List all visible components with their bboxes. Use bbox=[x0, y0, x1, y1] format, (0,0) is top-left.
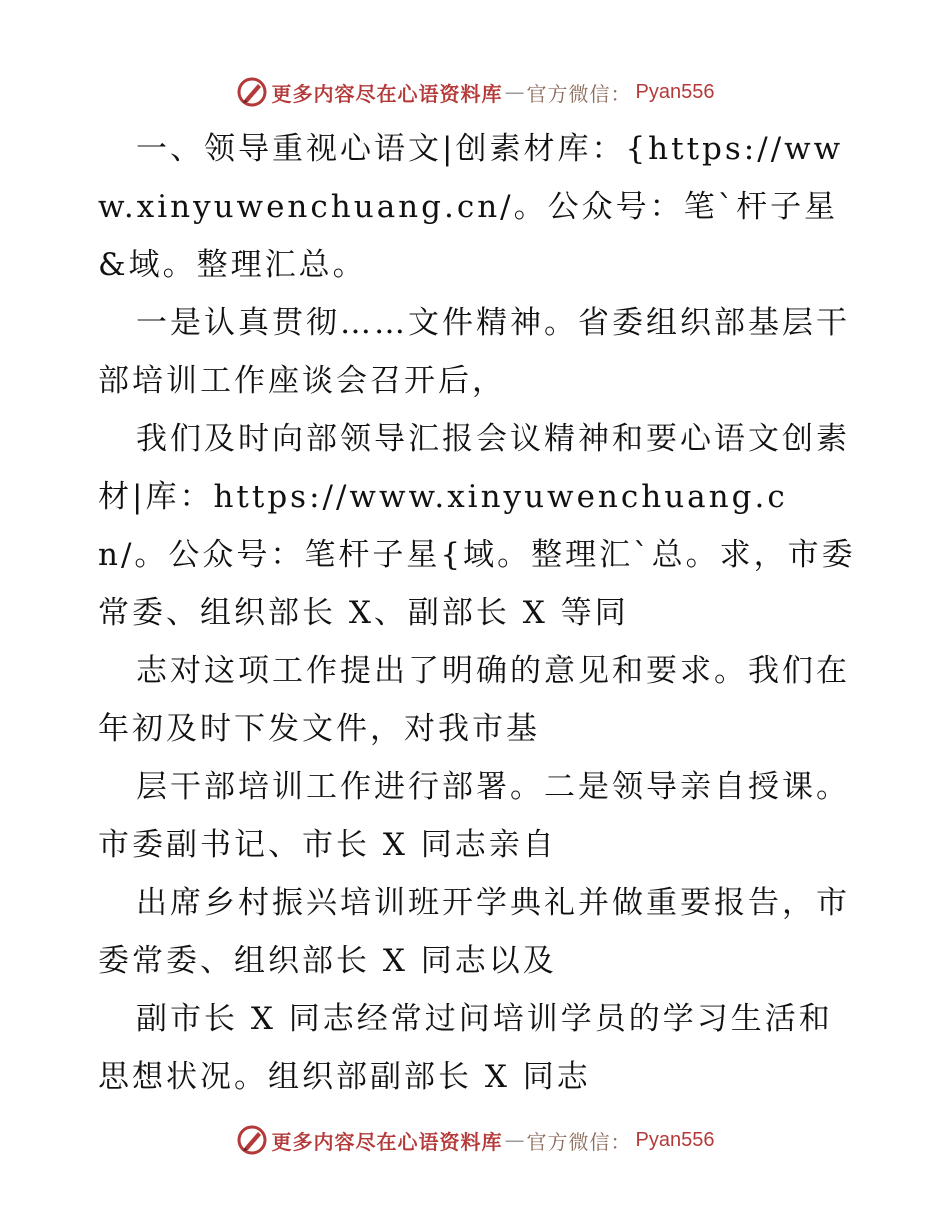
pen-logo-icon bbox=[236, 1124, 268, 1156]
pen-logo-icon bbox=[236, 76, 268, 108]
paragraph-6: 出席乡村振兴培训班开学典礼并做重要报告，市委常委、组织部长 X 同志以及 bbox=[98, 885, 850, 979]
paragraph-3: 我们及时向部领导汇报会议精神和要心语文创素材|库：https://www.xinyuwenchuang.cn/。公众号：笔杆子星{域。整理汇`总。求，市委常委、组织部长 X、副部长 X 等同 bbox=[98, 421, 856, 631]
paragraph-4: 志对这项工作提出了明确的意见和要求。我们在年初及时下发文件，对我市基 bbox=[98, 653, 850, 747]
header-wechat-id: Pyan556 bbox=[635, 80, 715, 103]
footer-wechat-id: Pyan556 bbox=[635, 1128, 715, 1151]
footer-banner bbox=[0, 1120, 950, 1160]
footer-banner-text: 更多内容尽在心语资料库 bbox=[271, 1129, 503, 1154]
header-banner bbox=[0, 72, 950, 112]
paragraph-1: 一、领导重视心语文|创素材库：{https://www.xinyuwenchuang.cn/。公众号：笔`杆子星&域。整理汇总。 bbox=[98, 131, 844, 283]
footer-wechat-label: 官方微信： bbox=[526, 1129, 632, 1154]
header-wechat-label: 官方微信： bbox=[526, 81, 632, 106]
document-body bbox=[98, 120, 858, 1106]
paragraph-2: 一是认真贯彻……文件精神。省委组织部基层干部培训工作座谈会召开后， bbox=[98, 305, 850, 399]
header-banner-text: 更多内容尽在心语资料库 bbox=[271, 81, 503, 106]
paragraph-5: 层干部培训工作进行部署。二是领导亲自授课。市委副书记、市长 X 同志亲自 bbox=[98, 769, 850, 863]
footer-banner-separator: — bbox=[504, 1128, 525, 1152]
header-banner-separator: — bbox=[504, 80, 525, 104]
paragraph-7: 副市长 X 同志经常过问培训学员的学习生活和思想状况。组织部副部长 X 同志 bbox=[98, 1001, 833, 1095]
